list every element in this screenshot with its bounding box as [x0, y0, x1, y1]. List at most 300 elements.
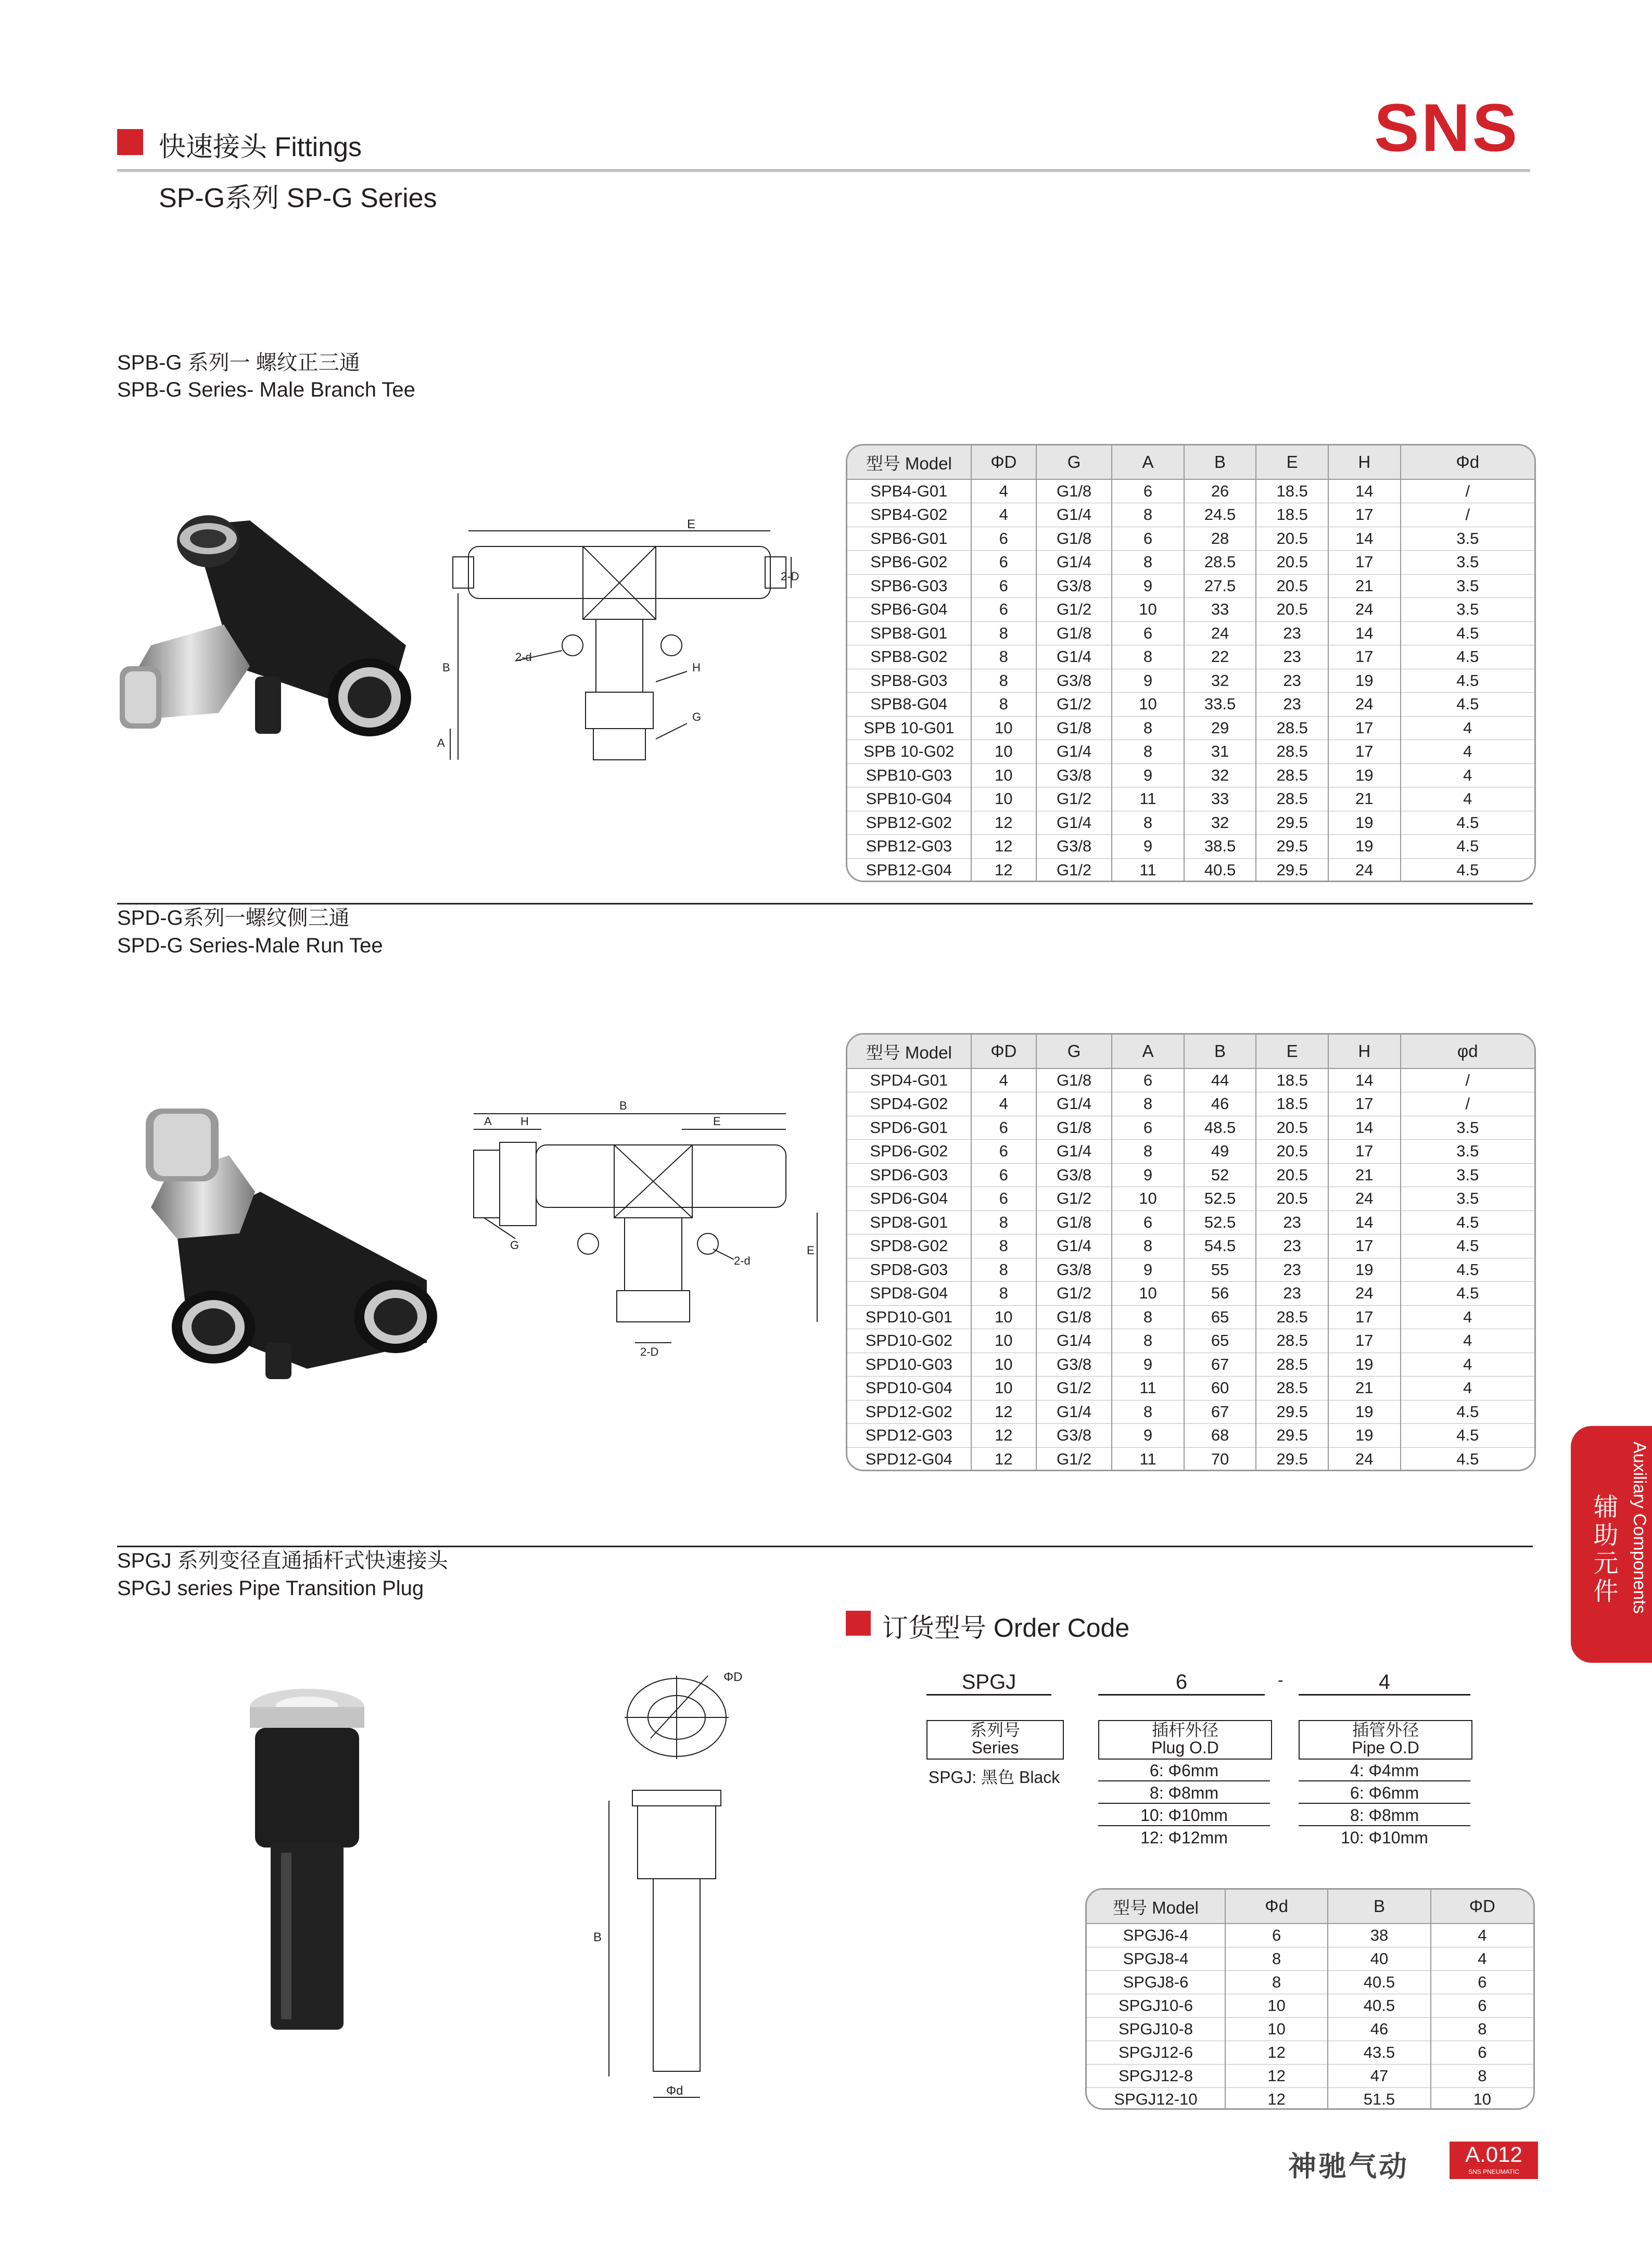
table-cell: G1/2	[1036, 1447, 1112, 1471]
table-row	[847, 1282, 1534, 1306]
table-cell: 8	[1112, 1329, 1184, 1353]
table-cell: 8	[1225, 1947, 1328, 1970]
spd-product-photo	[135, 1098, 448, 1390]
drawing1-label-b: B	[442, 661, 450, 674]
table-cell: 4	[1431, 1923, 1533, 1947]
table-row	[847, 1305, 1534, 1329]
side-tab-cn: 辅助元件	[1590, 1494, 1617, 1606]
table-cell: 19	[1328, 1424, 1401, 1448]
table-cell: 28.5	[1256, 1329, 1328, 1353]
table-row	[847, 1234, 1534, 1258]
footer-page-badge	[1450, 2142, 1538, 2179]
table-row	[847, 1116, 1534, 1140]
table-cell: G1/4	[1036, 1234, 1112, 1258]
table-cell: 4	[1431, 1947, 1533, 1970]
table-cell: 19	[1328, 1258, 1401, 1282]
table-cell: 6	[971, 527, 1036, 551]
table-header-cell: Φd	[1225, 1890, 1328, 1923]
table-cell: SPB6-G01	[847, 527, 971, 551]
table-header-row	[847, 1035, 1534, 1068]
table-cell: SPB12-G04	[847, 858, 971, 882]
table-cell: G3/8	[1036, 835, 1112, 859]
table-header-cell: B	[1328, 1890, 1430, 1923]
table-row	[847, 763, 1534, 787]
table-cell: G1/2	[1036, 1282, 1112, 1306]
table-row	[847, 574, 1534, 598]
table-cell: 23	[1256, 1282, 1328, 1306]
side-tab	[1571, 1426, 1652, 1663]
table-cell: 4.5	[1401, 1211, 1534, 1234]
table-cell: G1/4	[1036, 551, 1112, 575]
table-cell: 23	[1256, 1258, 1328, 1282]
table-cell: 17	[1328, 1329, 1401, 1353]
table-cell: 54.5	[1184, 1234, 1256, 1258]
table-cell: 10	[971, 1305, 1036, 1329]
table-cell: 4	[1401, 763, 1534, 787]
table-cell: SPD12-G04	[847, 1447, 971, 1471]
box-pipe-cn: 插管外径	[1352, 1721, 1419, 1739]
table-cell: 8	[1112, 1234, 1184, 1258]
pipe-option: 10: Φ10mm	[1341, 1828, 1428, 1847]
table-cell: 10	[971, 716, 1036, 740]
table-cell: G1/4	[1036, 811, 1112, 835]
table-cell: 19	[1328, 835, 1401, 859]
table-cell: 11	[1112, 787, 1184, 811]
table-header-cell: H	[1328, 445, 1401, 479]
drawing1-label-g: G	[692, 710, 702, 723]
table-cell: SPD12-G03	[847, 1424, 971, 1448]
table-cell: 32	[1184, 669, 1256, 693]
table-cell: 23	[1256, 1234, 1328, 1258]
table-cell: SPD4-G02	[847, 1092, 971, 1116]
table-cell: G1/2	[1036, 1187, 1112, 1211]
drawing2-label-h: H	[520, 1115, 529, 1128]
table-cell: 3.5	[1401, 1116, 1534, 1140]
table-cell: SPB6-G04	[847, 598, 971, 622]
table-cell: 21	[1328, 1377, 1401, 1400]
header-rule	[117, 169, 1530, 172]
table-row	[847, 1353, 1534, 1377]
table-cell: 33.5	[1184, 693, 1256, 717]
table-row	[847, 1092, 1534, 1116]
drawing1-label-a: A	[437, 736, 445, 749]
table-cell: 23	[1256, 669, 1328, 693]
table-cell: 14	[1328, 1116, 1401, 1140]
section3-title-en: SPGJ series Pipe Transition Plug	[117, 1577, 424, 1600]
table-row	[847, 1163, 1534, 1187]
table-cell: 14	[1328, 479, 1401, 503]
table-cell: 6	[971, 1140, 1036, 1164]
table-cell: 6	[1112, 1116, 1184, 1140]
table-cell: 21	[1328, 1163, 1401, 1187]
table-cell: 3.5	[1401, 574, 1534, 598]
table-cell: 6	[971, 1187, 1036, 1211]
drawing1-label-2d-small: 2-d	[515, 651, 532, 664]
drawing2-label-2d-small: 2-d	[734, 1254, 751, 1267]
table-cell: 4.5	[1401, 1400, 1534, 1424]
table-cell: G1/8	[1036, 479, 1112, 503]
table-cell: 10	[971, 1377, 1036, 1400]
table-cell: 24	[1328, 858, 1401, 882]
table-cell: 6	[1225, 1923, 1328, 1947]
table-row	[1087, 2041, 1533, 2064]
page-subtitle: SP-G系列 SP-G Series	[159, 183, 437, 213]
table-cell: G3/8	[1036, 1353, 1112, 1377]
table-cell: 23	[1256, 1211, 1328, 1234]
table-cell: SPD8-G03	[847, 1258, 971, 1282]
box-series-cn: 系列号	[970, 1721, 1020, 1739]
drawing1-label-e: E	[687, 517, 696, 531]
order-code-title: 订货型号 Order Code	[882, 1613, 1130, 1642]
box-series-en: Series	[971, 1738, 1019, 1757]
table-cell: 65	[1184, 1305, 1256, 1329]
table-header-cell: φd	[1401, 1035, 1534, 1068]
table-row	[1087, 1923, 1533, 1947]
table-cell: 55	[1184, 1258, 1256, 1282]
table-cell: 19	[1328, 669, 1401, 693]
table-cell: G3/8	[1036, 1258, 1112, 1282]
table-cell: 12	[971, 1424, 1036, 1448]
drawing3-label-od: ΦD	[723, 1670, 743, 1684]
table-cell: 4	[1401, 740, 1534, 764]
spb-product-photo	[115, 510, 427, 755]
table-cell: 9	[1112, 669, 1184, 693]
table-header-cell: E	[1256, 1035, 1328, 1068]
table-cell: G1/8	[1036, 621, 1112, 645]
table-cell: 11	[1112, 1447, 1184, 1471]
pipe-option: 8: Φ8mm	[1299, 1806, 1470, 1826]
table-cell: 18.5	[1256, 503, 1328, 527]
table-cell: 29.5	[1256, 1400, 1328, 1424]
table-cell: G1/8	[1036, 1305, 1112, 1329]
table-cell: 51.5	[1328, 2087, 1430, 2110]
table-cell: 29.5	[1256, 811, 1328, 835]
table-cell: G1/4	[1036, 1400, 1112, 1424]
table-cell: 12	[971, 1400, 1036, 1424]
table-cell: SPD12-G02	[847, 1400, 971, 1424]
table-cell: 8	[971, 1234, 1036, 1258]
table-cell: 3.5	[1401, 551, 1534, 575]
table-cell: SPD6-G01	[847, 1116, 971, 1140]
table-cell: 20.5	[1256, 551, 1328, 575]
table-cell: SPB10-G04	[847, 787, 971, 811]
table-cell: 12	[971, 1447, 1036, 1471]
spgj-spec-table	[1085, 1888, 1535, 2110]
table-cell: 4	[971, 503, 1036, 527]
table-header-cell: A	[1112, 1035, 1184, 1068]
table-cell: SPB6-G03	[847, 574, 971, 598]
table-cell: 24	[1328, 598, 1401, 622]
table-cell: 24	[1328, 1187, 1401, 1211]
header-red-square	[117, 129, 143, 155]
table-cell: 4.5	[1401, 693, 1534, 717]
table-cell: 46	[1328, 2017, 1430, 2041]
table-cell: 8	[1431, 2017, 1533, 2041]
order-code-part-plug: 6	[1098, 1671, 1265, 1696]
table-cell: 4.5	[1456, 861, 1479, 879]
table-cell: 20.5	[1256, 1163, 1328, 1187]
table-cell: 24	[1184, 621, 1256, 645]
table-cell: SPGJ8-6	[1087, 1970, 1225, 1994]
table-row	[847, 716, 1534, 740]
table-cell: SPD10-G03	[847, 1353, 971, 1377]
box-plug-en: Plug O.D	[1151, 1738, 1219, 1757]
table-cell: SPB8-G03	[847, 669, 971, 693]
table-cell: /	[1401, 1068, 1534, 1092]
table-cell: 8	[1112, 503, 1184, 527]
table-cell: 17	[1328, 503, 1401, 527]
table-cell: SPB12-G02	[847, 811, 971, 835]
table-cell: 28.5	[1256, 740, 1328, 764]
table-cell: SPB8-G01	[847, 621, 971, 645]
table-cell: 29.5	[1256, 1447, 1328, 1471]
table-cell: 4	[1401, 716, 1534, 740]
drawing1-label-h: H	[692, 661, 701, 674]
table-cell: 20.5	[1256, 527, 1328, 551]
table-cell: G3/8	[1036, 574, 1112, 598]
table-row	[847, 858, 1534, 882]
table-row	[847, 479, 1534, 503]
order-code-red-square	[846, 1611, 871, 1636]
table-row	[847, 598, 1534, 622]
order-code-part-series: SPGJ	[926, 1671, 1051, 1696]
table-row	[847, 1400, 1534, 1424]
table-header-cell: Φd	[1401, 445, 1534, 479]
spb-table	[847, 445, 1534, 882]
table-cell: 8	[1112, 1305, 1184, 1329]
section1-title-en: SPB-G Series- Male Branch Tee	[117, 378, 415, 401]
table-cell: 3.5	[1401, 1187, 1534, 1211]
table-cell: 4.5	[1401, 1258, 1534, 1282]
table-cell: 14	[1328, 621, 1401, 645]
table-cell: 8	[1112, 551, 1184, 575]
table-cell: 70	[1184, 1447, 1256, 1471]
table-cell: 17	[1328, 1140, 1401, 1164]
box-plug-cn: 插杆外径	[1151, 1721, 1218, 1739]
drawing2-label-e: E	[713, 1115, 721, 1128]
table-cell: 6	[1112, 479, 1184, 503]
table-cell: 24	[1328, 1282, 1401, 1306]
table-cell: 8	[1112, 1092, 1184, 1116]
table-cell: SPD8-G01	[847, 1211, 971, 1234]
table-cell: 4	[1401, 787, 1534, 811]
table-cell: 28.5	[1256, 1353, 1328, 1377]
table-row	[847, 740, 1534, 764]
table-cell: SPGJ6-4	[1087, 1923, 1225, 1947]
table-cell: 26	[1184, 479, 1256, 503]
table-header-cell: 型号 Model	[847, 445, 971, 479]
table-row	[847, 1140, 1534, 1164]
order-code-dash: -	[1278, 1671, 1284, 1689]
table-cell: G3/8	[1036, 1424, 1112, 1448]
table-cell: 17	[1328, 740, 1401, 764]
spgj-technical-drawing	[588, 1665, 765, 2118]
table-cell: 6	[971, 551, 1036, 575]
table-cell: G1/2	[1036, 598, 1112, 622]
table-cell: 24	[1328, 693, 1401, 717]
table-cell: /	[1401, 1092, 1534, 1116]
table-cell: 8	[1431, 2064, 1533, 2087]
table-cell: 8	[971, 693, 1036, 717]
pipe-option: 4: Φ4mm	[1299, 1761, 1470, 1781]
table-cell: 20.5	[1256, 1140, 1328, 1164]
table-row	[1087, 2087, 1533, 2110]
table-cell: 10	[971, 1329, 1036, 1353]
section2-title-cn: SPD-G系列一螺纹侧三通	[117, 907, 350, 929]
table-cell: 4	[1401, 1329, 1534, 1353]
table-cell: 8	[971, 669, 1036, 693]
plug-option: 6: Φ6mm	[1098, 1761, 1270, 1781]
order-code-box-plug	[1098, 1720, 1272, 1760]
table-cell: 67	[1184, 1400, 1256, 1424]
table-cell: 6	[1431, 1970, 1533, 1994]
table-cell: 6	[971, 1163, 1036, 1187]
table-row	[1087, 2064, 1533, 2087]
table-cell: 14	[1328, 1211, 1401, 1234]
table-cell: G1/4	[1036, 1092, 1112, 1116]
table-row	[847, 1211, 1534, 1234]
table-cell: 22	[1184, 645, 1256, 669]
order-code-part-pipe: 4	[1299, 1671, 1470, 1696]
table-row	[847, 1424, 1534, 1448]
table-cell: 28.5	[1184, 551, 1256, 575]
table-cell: G1/8	[1036, 716, 1112, 740]
brand-logo: SNS	[1374, 90, 1520, 165]
table-cell: 60	[1184, 1377, 1256, 1400]
table-cell: 4.5	[1401, 669, 1534, 693]
drawing3-label-b: B	[593, 1930, 602, 1944]
table-cell: 8	[971, 645, 1036, 669]
table-cell: 8	[1112, 811, 1184, 835]
order-code-box-series	[926, 1720, 1064, 1760]
table-cell: 9	[1112, 763, 1184, 787]
table-cell: 9	[1112, 1353, 1184, 1377]
side-tab-en: Auxiliary Components	[1630, 1442, 1649, 1614]
table-cell: 8	[971, 1211, 1036, 1234]
table-cell: 48.5	[1184, 1116, 1256, 1140]
table-cell: 4	[971, 1068, 1036, 1092]
table-cell: 29.5	[1256, 858, 1328, 882]
table-cell: 19	[1328, 811, 1401, 835]
table-header-cell: B	[1184, 445, 1256, 479]
table-cell: 8	[1112, 645, 1184, 669]
table-cell: 3.5	[1401, 1163, 1534, 1187]
table-cell: 31	[1184, 740, 1256, 764]
table-cell: 17	[1328, 645, 1401, 669]
table-cell: SPD6-G04	[847, 1187, 971, 1211]
table-cell: 17	[1328, 716, 1401, 740]
table-cell: SPD4-G01	[847, 1068, 971, 1092]
table-cell: 3.5	[1401, 1140, 1534, 1164]
table-cell: 4.5	[1456, 1450, 1479, 1468]
table-cell: 4.5	[1401, 1424, 1534, 1448]
table-cell: SPB8-G04	[847, 693, 971, 717]
table-cell: 43.5	[1328, 2041, 1430, 2064]
table-cell: 27.5	[1184, 574, 1256, 598]
table-cell: 29.5	[1256, 835, 1328, 859]
table-cell: 11	[1112, 858, 1184, 882]
table-cell: 17	[1328, 551, 1401, 575]
table-cell: 10	[1112, 598, 1184, 622]
table-header-cell: E	[1256, 445, 1328, 479]
table-cell: 23	[1256, 621, 1328, 645]
table-cell: 19	[1328, 1353, 1401, 1377]
box-series-option: SPGJ: 黑色 Black	[928, 1768, 1060, 1787]
drawing2-label-e-vert: E	[807, 1244, 815, 1257]
table-row	[847, 1187, 1534, 1211]
table-cell: 6	[1112, 1068, 1184, 1092]
table-cell: 29	[1184, 716, 1256, 740]
table-header-row	[847, 445, 1534, 479]
table-cell: 52.5	[1184, 1211, 1256, 1234]
table-cell: 23	[1256, 693, 1328, 717]
table-cell: G1/4	[1036, 1140, 1112, 1164]
table-cell: 11	[1112, 1377, 1184, 1400]
table-cell: SPD6-G03	[847, 1163, 971, 1187]
table-cell: 4	[1401, 1353, 1534, 1377]
table-cell: 4.5	[1401, 645, 1534, 669]
table-header-cell: A	[1112, 445, 1184, 479]
table-cell: 6	[971, 1116, 1036, 1140]
table-cell: 52.5	[1184, 1187, 1256, 1211]
table-cell: 10	[1112, 1187, 1184, 1211]
table-header-cell: B	[1184, 1035, 1256, 1068]
table-cell: 12	[971, 835, 1036, 859]
table-cell: 12	[971, 811, 1036, 835]
table-cell: 20.5	[1256, 598, 1328, 622]
table-row	[1087, 2017, 1533, 2041]
table-cell: 17	[1328, 1092, 1401, 1116]
table-cell: 38	[1328, 1923, 1430, 1947]
table-header-cell: ΦD	[1431, 1890, 1533, 1923]
table-header-cell: ΦD	[971, 1035, 1036, 1068]
table-cell: 12	[1225, 2064, 1328, 2087]
table-cell: 68	[1184, 1424, 1256, 1448]
table-cell: 23	[1256, 645, 1328, 669]
table-cell: SPGJ12-8	[1087, 2064, 1225, 2087]
table-cell: 46	[1184, 1092, 1256, 1116]
drawing2-label-2d: 2-D	[640, 1345, 659, 1358]
table-cell: 18.5	[1256, 1092, 1328, 1116]
table-row	[847, 1068, 1534, 1092]
table-cell: 24	[1328, 1447, 1401, 1471]
table-header-cell: G	[1036, 1035, 1112, 1068]
table-cell: G1/2	[1036, 1377, 1112, 1400]
table-cell: SPGJ12-6	[1087, 2041, 1225, 2064]
table-row	[847, 1447, 1534, 1471]
spb-spec-table	[846, 444, 1536, 882]
table-cell: 32	[1184, 763, 1256, 787]
table-cell: G1/4	[1036, 645, 1112, 669]
drawing1-label-2d: 2-D	[781, 570, 799, 583]
table-cell: 6	[971, 598, 1036, 622]
drawing3-label-id: Φd	[666, 2084, 683, 2098]
table-cell: 3.5	[1401, 527, 1534, 551]
table-cell: 6	[1112, 527, 1184, 551]
table-cell: 56	[1184, 1282, 1256, 1306]
table-cell: 24.5	[1184, 503, 1256, 527]
table-cell: 47	[1328, 2064, 1430, 2087]
table-row	[847, 787, 1534, 811]
table-cell: SPD6-G02	[847, 1140, 971, 1164]
table-row	[1087, 1994, 1533, 2017]
page-title: 快速接头 Fittings	[159, 132, 362, 162]
table-cell: G3/8	[1036, 763, 1112, 787]
table-cell: 33	[1184, 598, 1256, 622]
table-cell: 44	[1184, 1068, 1256, 1092]
table-cell: 4.5	[1401, 1282, 1534, 1306]
section2-title-en: SPD-G Series-Male Run Tee	[117, 934, 383, 957]
